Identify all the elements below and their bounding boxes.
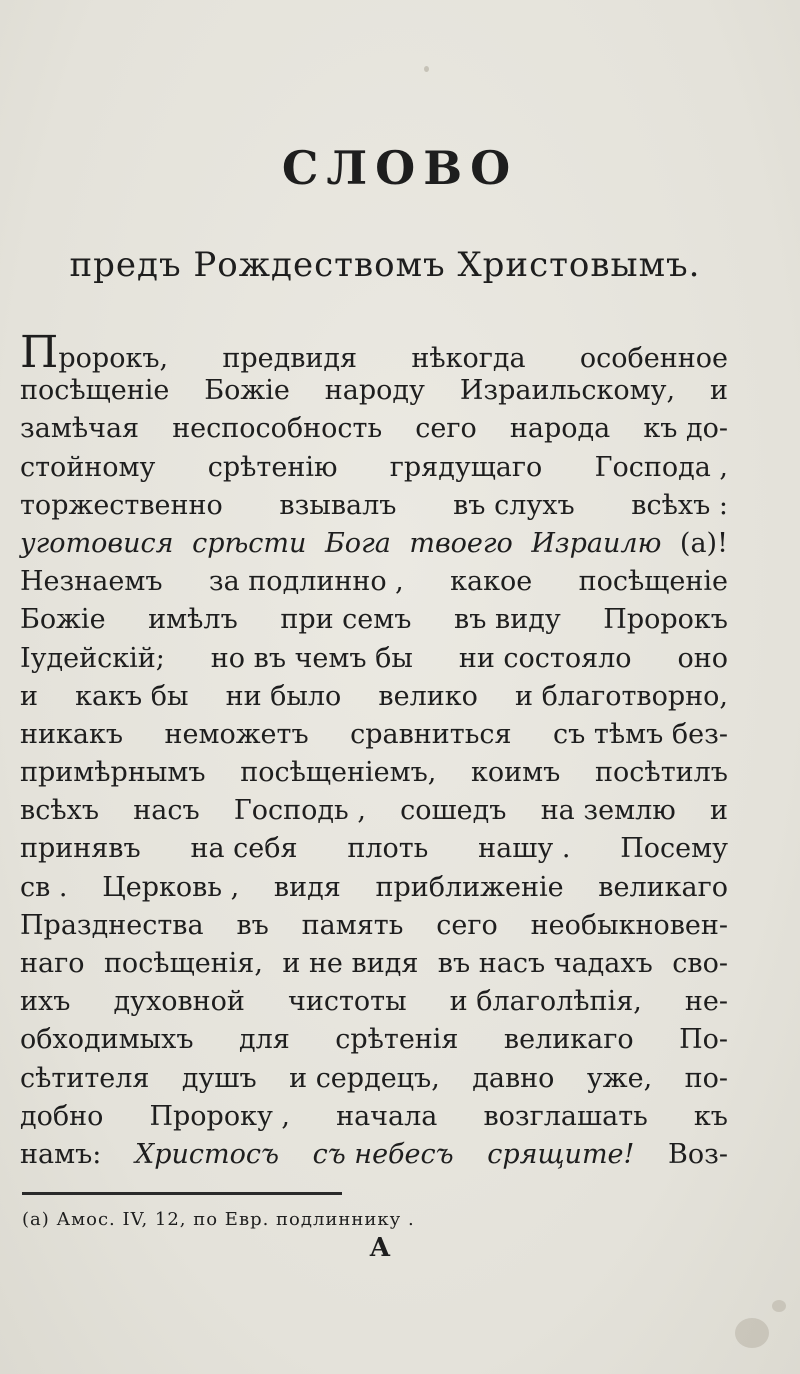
drop-cap: П	[20, 327, 59, 378]
word: всѣхъ :	[631, 489, 728, 521]
word: Божіе	[204, 375, 290, 407]
word: Христосъ	[134, 1138, 279, 1170]
word: Божіе	[20, 604, 106, 636]
word: Воз-	[668, 1138, 728, 1170]
word: на землю	[540, 795, 676, 827]
text-line	[20, 563, 728, 601]
word: посѣтилъ	[595, 757, 728, 789]
word: уготовися	[20, 527, 174, 559]
word: Бога	[324, 527, 391, 559]
word: сего	[415, 413, 477, 445]
word: сѣтителя	[20, 1062, 150, 1094]
footnote: (а) Амос. IV, 12, по Евр. подлиннику .	[22, 1209, 415, 1230]
word: и	[709, 375, 728, 407]
word: для	[238, 1024, 290, 1056]
word: на себя	[190, 833, 298, 865]
word: посѣщенія,	[103, 948, 263, 979]
word: посѣщеніемъ,	[240, 757, 437, 789]
word: за подлинно ,	[208, 566, 404, 598]
text-line	[20, 754, 728, 792]
word: (а)!	[679, 527, 728, 559]
word: св .	[20, 871, 68, 903]
word: память	[301, 909, 404, 941]
word: неспособность	[172, 413, 383, 445]
word: и благолѣпія,	[449, 986, 642, 1018]
word: нашу .	[478, 833, 571, 865]
text-line	[20, 830, 728, 868]
word: душъ	[181, 1062, 257, 1094]
text-line	[20, 869, 728, 907]
word: Господа ,	[594, 451, 728, 483]
text-line	[20, 945, 728, 983]
paper-stain	[735, 1318, 769, 1348]
text-line	[20, 601, 728, 639]
text-line	[20, 1021, 728, 1059]
word: и	[709, 795, 728, 827]
word: принявъ	[20, 833, 141, 865]
word: всѣхъ	[20, 795, 100, 827]
word: срящите!	[487, 1138, 635, 1170]
text-line	[20, 487, 728, 525]
text-line	[20, 410, 728, 448]
word: торжественно	[20, 489, 223, 521]
word: посѣщеніе	[20, 375, 170, 407]
text-line	[20, 792, 728, 830]
word: уже,	[586, 1062, 653, 1094]
word: въ слухъ	[453, 489, 575, 521]
word: ихъ	[20, 986, 71, 1018]
word: примѣрнымъ	[20, 757, 206, 789]
word: духовной	[113, 986, 245, 1018]
word: и сердецъ,	[289, 1062, 440, 1094]
word: великаго	[598, 871, 728, 903]
word: Церковь ,	[102, 871, 240, 903]
word: особенное	[579, 343, 728, 374]
word: неможетъ	[164, 718, 309, 750]
text-line	[20, 525, 728, 563]
text-line	[20, 1060, 728, 1098]
word: народу	[324, 375, 425, 407]
body-text	[20, 327, 728, 1174]
word: но въ чемъ бы	[210, 642, 413, 674]
word: оно	[677, 642, 728, 674]
text-line	[20, 449, 728, 487]
word: По-	[679, 1024, 728, 1056]
word: приближеніе	[375, 871, 564, 903]
word: Іудейскій;	[20, 642, 165, 674]
word: обходимыхъ	[20, 1024, 194, 1056]
text-line	[20, 372, 728, 410]
word: Израилю	[531, 527, 662, 559]
word: какъ бы	[75, 680, 189, 712]
page-title: СЛОВО	[281, 141, 519, 195]
word: добно	[20, 1100, 104, 1132]
text-line	[20, 1098, 728, 1136]
word: твоего	[409, 527, 513, 559]
word: Израильскому,	[459, 375, 676, 407]
word: сравниться	[350, 718, 512, 750]
word: намъ:	[20, 1138, 102, 1170]
word: срѣтенія	[335, 1024, 459, 1056]
word: давно	[472, 1062, 555, 1094]
word: нѣкогда	[411, 343, 526, 374]
text-line	[20, 640, 728, 678]
word: и не видя	[282, 948, 419, 979]
word: Празднества	[20, 909, 204, 941]
word: коимъ	[471, 757, 561, 789]
word: къ	[693, 1100, 728, 1132]
word: съ тѣмъ без-	[553, 718, 728, 750]
word: какое	[450, 566, 533, 598]
word: Пророку ,	[149, 1100, 291, 1132]
word: видя	[273, 871, 341, 903]
word: необыкновен-	[530, 909, 728, 941]
word: возглашать	[483, 1100, 648, 1132]
paper-stain	[424, 66, 429, 72]
text-line	[20, 983, 728, 1021]
word: съ небесъ	[312, 1138, 454, 1170]
signature-mark: А	[369, 1233, 391, 1263]
footnote-rule	[22, 1192, 342, 1195]
text-line	[20, 716, 728, 754]
word: наго	[20, 948, 85, 979]
paper-stain	[772, 1300, 786, 1312]
word: взывалъ	[279, 489, 397, 521]
page-subtitle: предъ Рождествомъ Христовымъ.	[69, 245, 701, 285]
word: сего	[436, 909, 498, 941]
text-line	[20, 1136, 728, 1174]
word: по-	[684, 1062, 728, 1094]
word: Незнаемъ	[20, 566, 163, 598]
text-line	[20, 678, 728, 716]
word: срѣтенію	[207, 451, 338, 483]
word: сошедъ	[400, 795, 507, 827]
word: въ	[236, 909, 269, 941]
word: въ виду	[454, 604, 561, 636]
word: народа	[509, 413, 611, 445]
word: замѣчая	[20, 413, 140, 445]
word: чистоты	[287, 986, 407, 1018]
word: великаго	[503, 1024, 634, 1056]
word: грядущаго	[389, 451, 543, 483]
word: и	[20, 680, 38, 712]
word: срѣсти	[192, 527, 307, 559]
word: никакъ	[20, 718, 124, 750]
word: сво-	[672, 948, 728, 979]
word: стойному	[20, 451, 156, 483]
word: насъ	[133, 795, 200, 827]
word: къ до-	[643, 413, 728, 445]
word: Посему	[620, 833, 728, 865]
text-line	[20, 327, 728, 378]
word: велико	[378, 680, 478, 712]
word: Господь ,	[233, 795, 366, 827]
word: предвидя	[222, 343, 358, 374]
word: плоть	[347, 833, 429, 865]
word: ни состояло	[458, 642, 632, 674]
word: посѣщеніе	[578, 566, 728, 598]
word: начала	[336, 1100, 438, 1132]
word: и благотворно,	[515, 680, 728, 712]
word: Пророкъ	[603, 604, 728, 636]
word: имѣлъ	[148, 604, 238, 636]
word: ни было	[225, 680, 342, 712]
word-rest: ророкъ,	[58, 343, 169, 374]
word: при семъ	[280, 604, 412, 636]
word: въ насъ чадахъ	[437, 948, 653, 979]
word: не-	[684, 986, 728, 1018]
text-line	[20, 907, 728, 945]
